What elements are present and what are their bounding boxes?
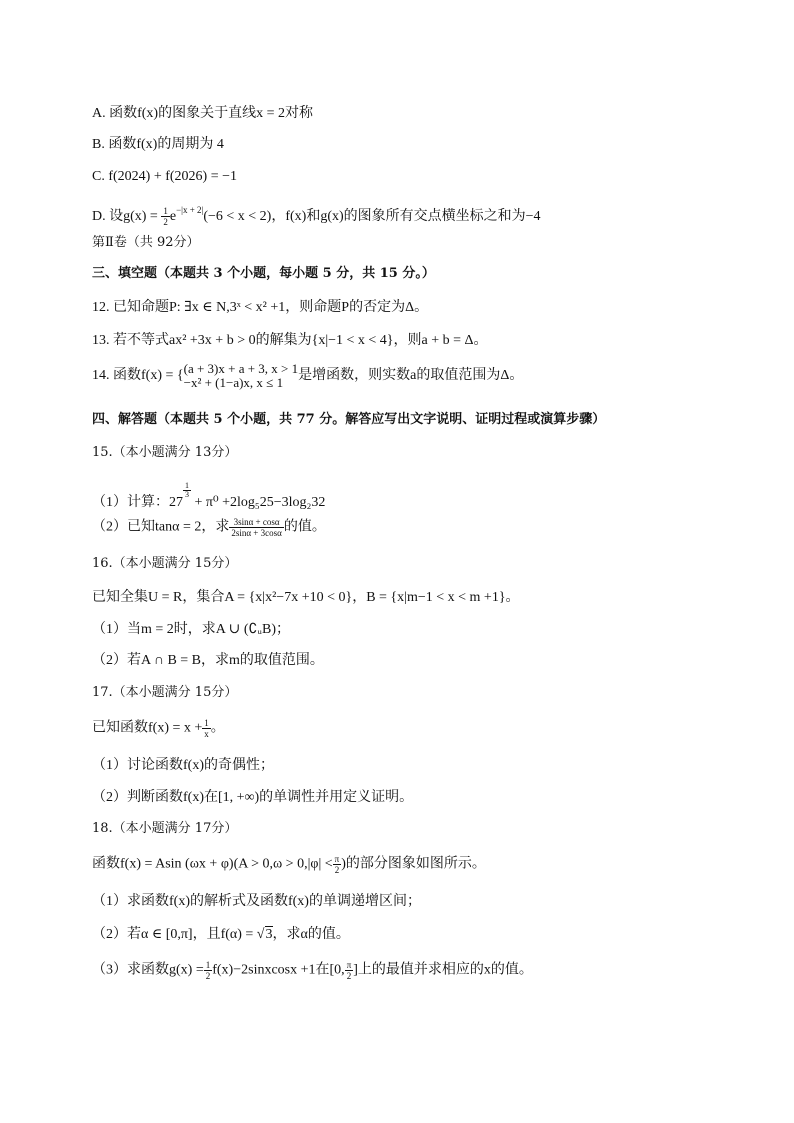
question-18-part2-suffix: ，求α的值。 [272, 927, 350, 942]
question-15-part1-prefix: （1）计算：27 [92, 495, 183, 510]
question-18-part2-radicand: 3 [265, 927, 273, 942]
question-17-frac-den: x [204, 729, 209, 739]
question-15-part2-prefix: （2）已知tanα = 2，求 [92, 519, 230, 535]
section4-heading: 四、解答题（本题共 5 个小题，共 77 分。解答应写出文字说明、证明过程或演算步骤） [92, 412, 606, 427]
question-15-frac-den: 2sinα + 3cosα [231, 528, 282, 538]
question-14-suffix: 是增函数，则实数a的取值范围为Δ。 [298, 368, 524, 384]
question-17-title: 17.（本小题满分 15分） [92, 685, 238, 700]
question-18-stem [92, 854, 486, 875]
question-18-part3-num2: π [346, 960, 352, 970]
question-18-part3-fraction [204, 960, 213, 981]
question-15-title: 15.（本小题满分 13分） [92, 445, 238, 460]
question-16-part2: （2）若A ∩ B = B，求m的取值范围。 [92, 653, 324, 668]
question-17-part2: （2）判断函数f(x)在[1, +∞)的单调性并用定义证明。 [92, 790, 414, 805]
question-12: 12. 已知命题P: ∃x ∈ N,3ˣ < x² +1，则命题P的否定为Δ。 [92, 300, 429, 315]
question-14-row2: −x² + (1−a)x, x ≤ 1 [183, 375, 284, 390]
question-18-part3-fraction2 [345, 960, 354, 981]
option-d-suffix: (−6 < x < 2)，f(x)和g(x)的图象所有交点横坐标之和为−4 [203, 209, 541, 224]
option-c: C. f(2024) + f(2026) = −1 [92, 169, 237, 184]
question-18-part2 [92, 925, 350, 945]
question-18-stem-num: π [334, 854, 340, 864]
question-18-stem-den: 2 [334, 865, 340, 875]
question-18-title: 18.（本小题满分 17分） [92, 821, 238, 836]
question-13: 13. 若不等式ax² +3x + b > 0的解集为{x|−1 < x < 4}，则a + b = Δ。 [92, 333, 488, 348]
question-18-part2-prefix: （2）若α ∈ [0,π]，且f(α) = √ [92, 927, 265, 942]
option-a: A. 函数f(x)的图象关于直线x = 2对称 [92, 106, 313, 121]
question-17-stem-suffix: 。 [210, 720, 225, 736]
option-d-exp-base: e [169, 209, 177, 224]
question-15-part1 [92, 482, 325, 513]
question-17-stem-prefix: 已知函数f(x) = x + [92, 720, 203, 736]
question-15-frac-num: 3sinα + cosα [229, 517, 284, 528]
question-18-part3-prefix: （3）求函数g(x) = [92, 962, 204, 978]
question-17-stem [92, 718, 225, 739]
option-d-prefix: D. 设g(x) = [92, 209, 158, 224]
question-15-exp-den: 3 [185, 490, 189, 499]
option-d-exponent: −|x + 2| [176, 205, 204, 215]
question-18-part1: （1）求函数f(x)的解析式及函数f(x)的单调递增区间； [92, 894, 421, 909]
question-14 [92, 362, 523, 390]
question-18-part3-middle: f(x)−2sinxcosx +1在[0, [212, 962, 345, 978]
question-14-prefix: 14. 函数f(x) = { [92, 368, 184, 384]
question-18-part3-suffix: ]上的最值并求相应的x的值。 [353, 962, 533, 978]
option-d-frac-num: 1 [163, 206, 168, 217]
question-18-stem-fraction [333, 854, 342, 875]
question-18-part3 [92, 960, 533, 981]
question-17-part1: （1）讨论函数f(x)的奇偶性； [92, 758, 274, 773]
part2-title: 第Ⅱ卷（共 92分） [92, 235, 200, 250]
question-18-part3-num: 1 [205, 960, 211, 970]
question-15-exp-num: 1 [185, 481, 189, 490]
question-18-part3-den: 2 [205, 971, 211, 981]
question-15-part2-fraction [229, 517, 284, 538]
question-17-frac-num: 1 [204, 718, 209, 728]
option-d-fraction [161, 206, 170, 227]
question-15-part2 [92, 517, 326, 538]
question-15-part1-suffix: + π⁰ +2log₅25−3log₂32 [191, 495, 326, 510]
option-d-frac-den: 2 [163, 217, 168, 228]
question-14-row1: (a + 3)x + a + 3, x > 1 [183, 361, 299, 376]
option-b: B. 函数f(x)的周期为 4 [92, 137, 224, 152]
question-14-piecewise [184, 362, 299, 390]
question-15-part2-suffix: 的值。 [283, 519, 326, 535]
question-18-stem-prefix: 函数f(x) = Asin (ωx + φ)(A > 0,ω > 0,|φ| < [92, 856, 333, 872]
section3-heading: 三、填空题（本题共 3 个小题，每小题 5 分，共 15 分。） [92, 266, 435, 281]
question-15-part1-exponent [183, 482, 191, 499]
option-d [92, 200, 541, 227]
question-18-stem-suffix: )的部分图象如图所示。 [341, 856, 486, 872]
question-17-fraction [202, 718, 211, 739]
question-16-title: 16.（本小题满分 15分） [92, 556, 238, 571]
question-18-part3-den2: 2 [346, 971, 352, 981]
question-16-part1: （1）当m = 2时，求A ∪ (∁ᵤB)； [92, 622, 291, 637]
question-16-stem: 已知全集U = R，集合A = {x|x²−7x +10 < 0}，B = {x|m−1 < x < m +1}。 [92, 590, 520, 605]
